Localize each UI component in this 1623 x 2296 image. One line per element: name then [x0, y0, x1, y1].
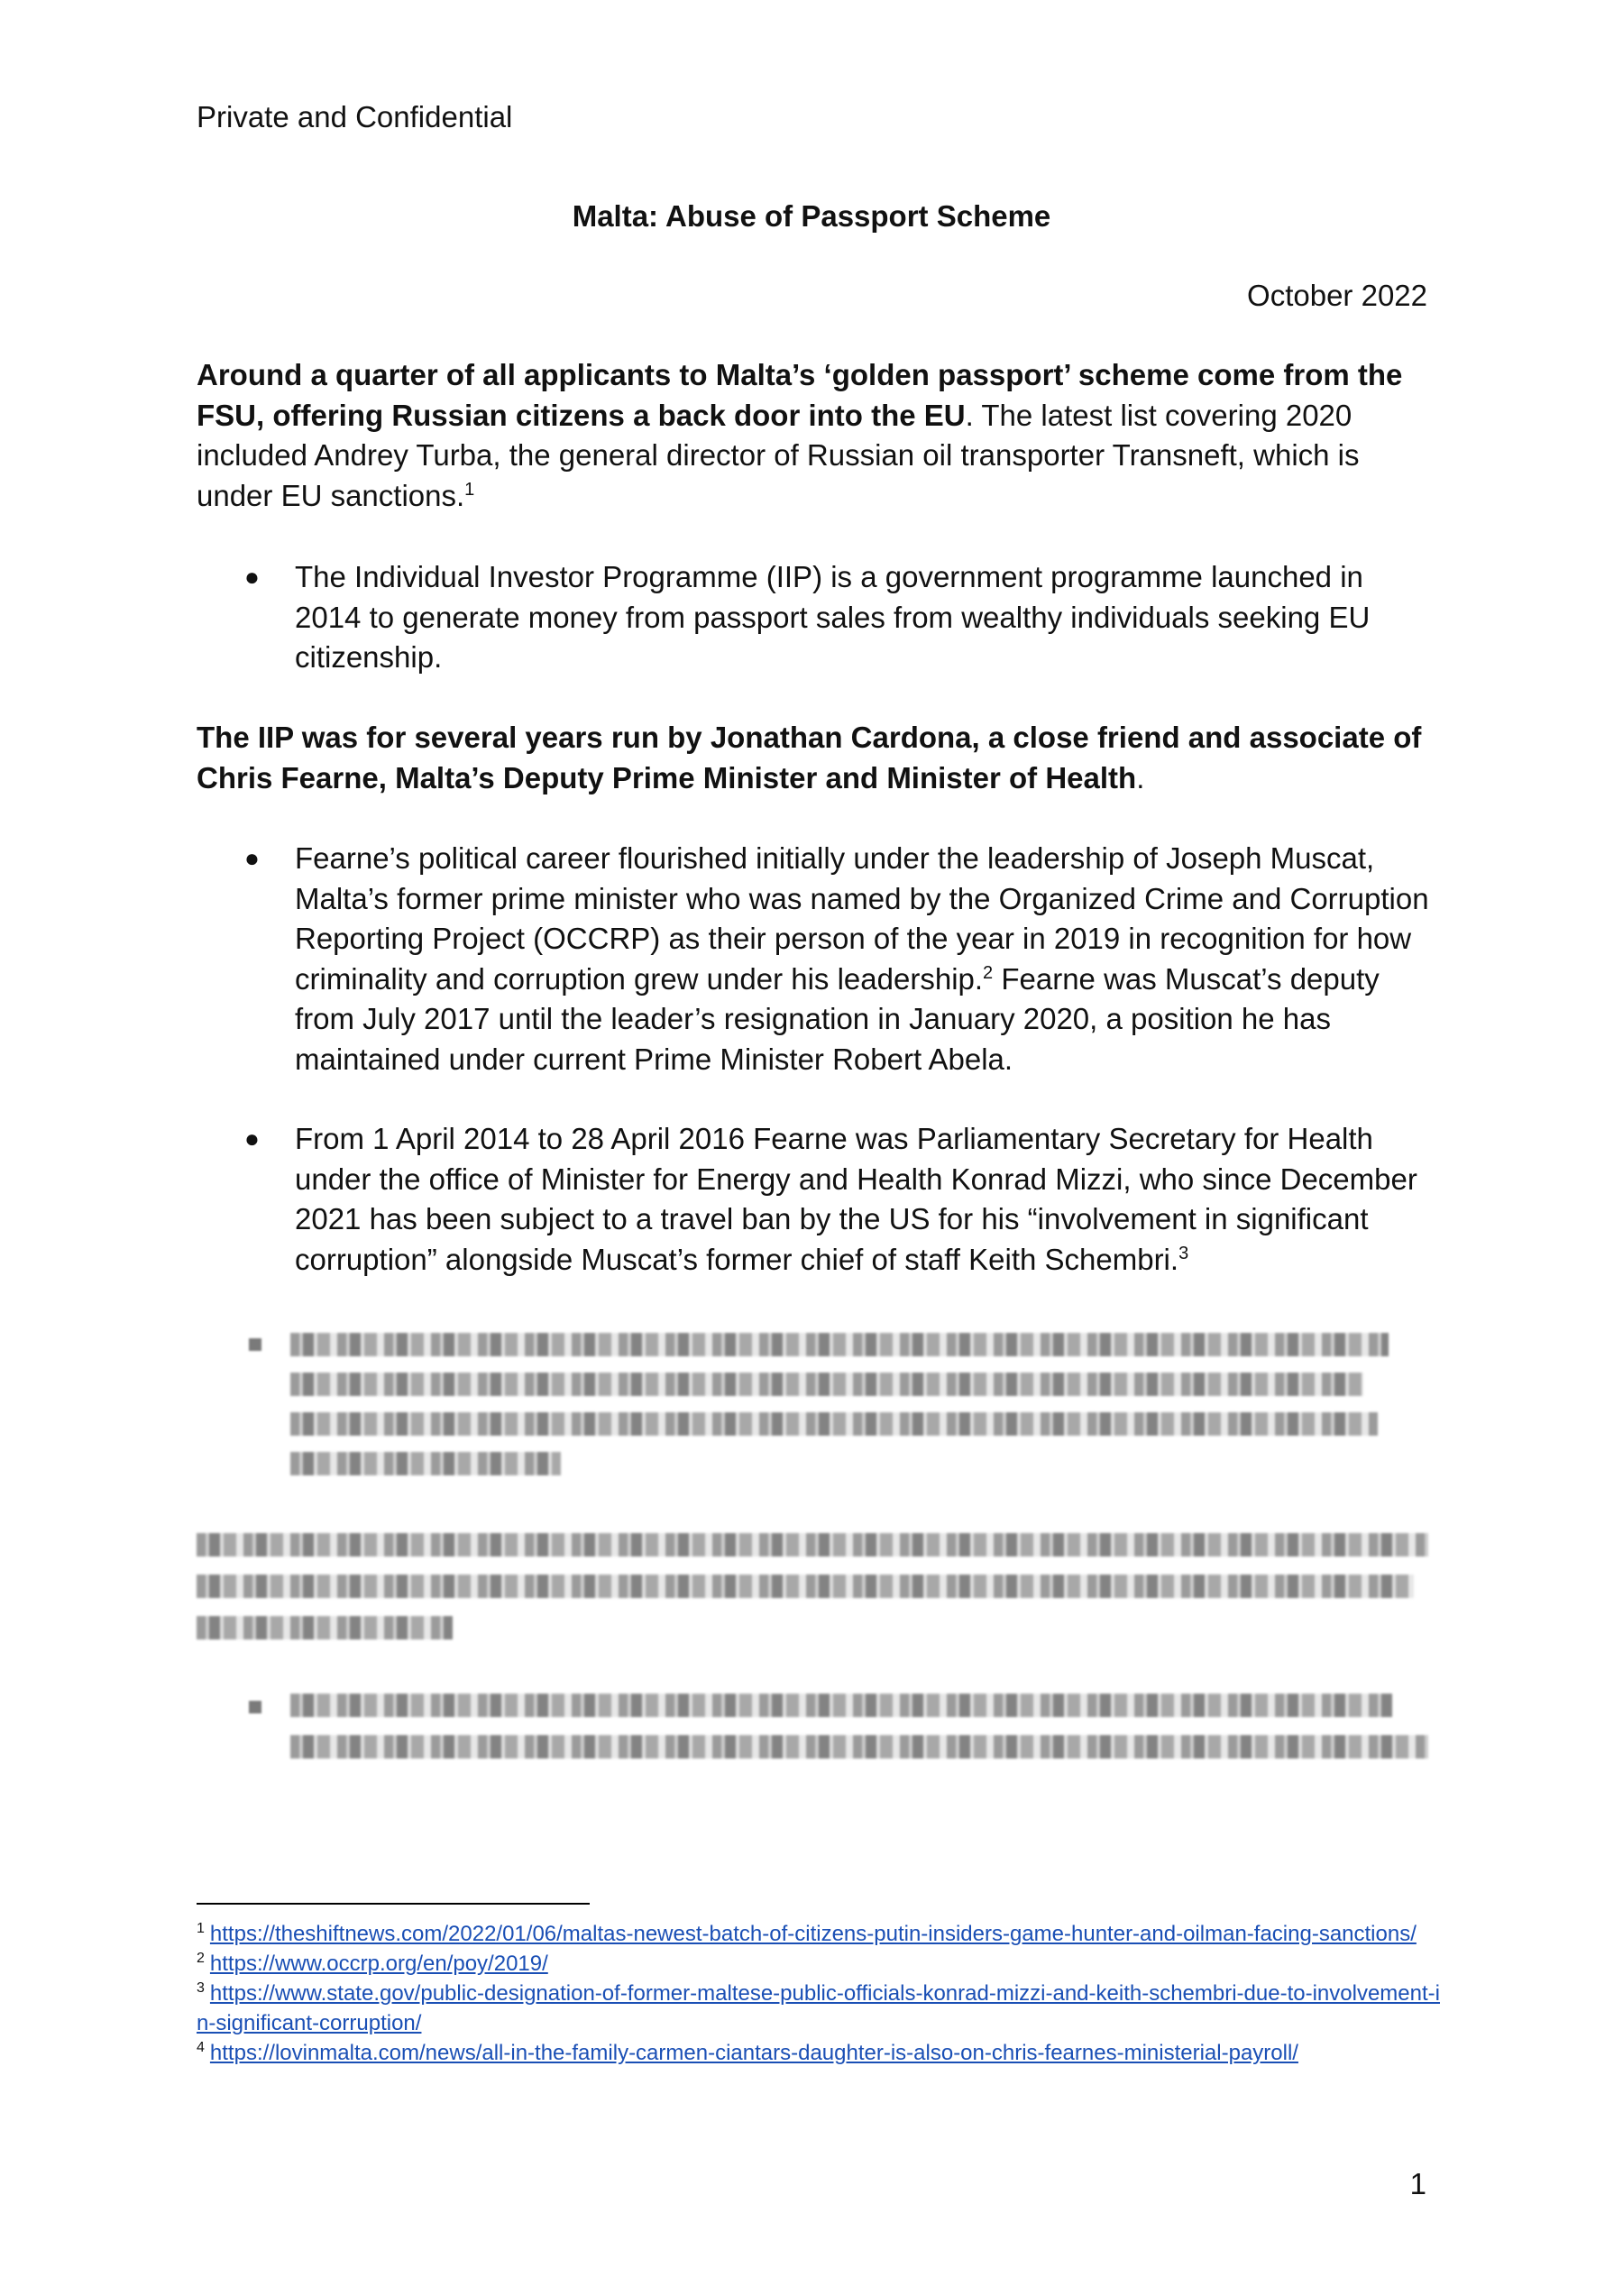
footnote-2 [197, 1949, 1441, 1979]
redacted-line [290, 1452, 561, 1475]
footnote-link-1[interactable]: https://theshiftnews.com/2022/01/06/maltas-newest-batch-of-citizens-putin-insiders-game-hunter-and-oilman-facing-sanctions/ [209, 1922, 1417, 1946]
footnote-link-3[interactable]: https://www.state.gov/public-designation-of-former-maltese-public-officials-konrad-mizzi-and-keith-schembri-due-to-involvement-in-significant-corruption/ [197, 1981, 1440, 2035]
bullet-icon: ● [244, 1125, 260, 1153]
cardona-bold-text: The IIP was for several years run by Jonathan Cardona, a close friend and associate of Chris Fearne, Malta’s Deputy Prime Minister and Minister of Health [197, 721, 1422, 794]
redacted-line [290, 1694, 1392, 1717]
bullet-icon: ● [244, 844, 260, 872]
footnotes [197, 1919, 1441, 2068]
page-number: 1 [1409, 2167, 1426, 2200]
footnote-number: 2 [197, 1951, 205, 1966]
footnote-4 [197, 2038, 1441, 2068]
bullet-iip-text: The Individual Investor Programme (IIP) is a government programme launched in 2014 to generate money from passport sales from wealthy individuals seeking EU citizenship. [295, 560, 1371, 674]
intro-bold-text: Around a quarter of all applicants to Malta’s ‘golden passport’ scheme come from the FSU, offering Russian citizens a back door into the EU [197, 358, 1403, 432]
footnote-ref-1[interactable]: 1 [464, 479, 475, 500]
footnote-ref-3[interactable]: 3 [1178, 1243, 1189, 1263]
intro-paragraph [197, 355, 1432, 516]
cardona-paragraph [197, 718, 1432, 798]
bullet-fearne-career-text [295, 839, 1432, 1079]
footnote-link-2[interactable]: https://www.occrp.org/en/poy/2019/ [209, 1952, 548, 1976]
redacted-line [197, 1533, 1428, 1557]
bullet-fearne-health-text [295, 1119, 1432, 1280]
bullet-fearne-health [197, 1119, 1432, 1280]
redacted-line [197, 1575, 1414, 1598]
intro-text: . The latest list covering 2020 included Andrey Turba, the general director of Russian oil transporter Transneft, which is under EU sanctions. [197, 398, 1360, 512]
bullet-fearne-career [197, 839, 1432, 1079]
document-title: Malta: Abuse of Passport Scheme [572, 199, 1051, 233]
footnote-3 [197, 1979, 1441, 2038]
redacted-line [290, 1412, 1378, 1436]
footnote-separator [197, 1903, 590, 1905]
footnote-link-4[interactable]: https://lovinmalta.com/news/all-in-the-family-carmen-ciantars-daughter-is-also-on-chris-fearnes-ministerial-payroll/ [209, 2041, 1298, 2065]
confidentiality-header: Private and Confidential [197, 100, 513, 133]
footnote-ref-2[interactable]: 2 [983, 962, 994, 983]
footnote-number: 1 [197, 1921, 205, 1936]
redacted-line [290, 1373, 1363, 1396]
redacted-line [197, 1616, 453, 1639]
document-date: October 2022 [1247, 279, 1427, 312]
redacted-line [290, 1735, 1428, 1759]
footnote-number: 4 [197, 2040, 205, 2055]
bullet-fearne-career-text-b: Fearne was Muscat’s deputy from July 2017 until the leader’s resignation in January 2020, a position he has maintained under current Prime Minister Robert Abela. [295, 961, 1380, 1076]
cardona-text: . [1136, 760, 1145, 794]
bullet-iip [197, 557, 1432, 678]
bullet-icon: ● [244, 563, 260, 591]
bullet-fearne-health-text-main: From 1 April 2014 to 28 April 2016 Fearne was Parliamentary Secretary for Health under the office of Minister for Energy and Health Konrad Mizzi, who since December 2021 has been subject to a travel ban by the US for his “involvement in significant corruption” alongside Muscat’s former chief of staff Keith Schembri. [295, 1122, 1417, 1276]
redacted-line [290, 1333, 1389, 1356]
footnote-number: 3 [197, 1980, 205, 1996]
footnote-1 [197, 1919, 1441, 1949]
redacted-bullet-icon [249, 1338, 261, 1351]
bullet-fearne-career-text-a: Fearne’s political career flourished initially under the leadership of Joseph Muscat, Malta’s former prime minister who was named by the Organized Crime and Corruption Reporting Project (OCCRP) as their person of the year in 2019 in recognition for how criminality and corruption grew under his leadership. [295, 841, 1429, 996]
redacted-bullet-icon [249, 1701, 261, 1713]
